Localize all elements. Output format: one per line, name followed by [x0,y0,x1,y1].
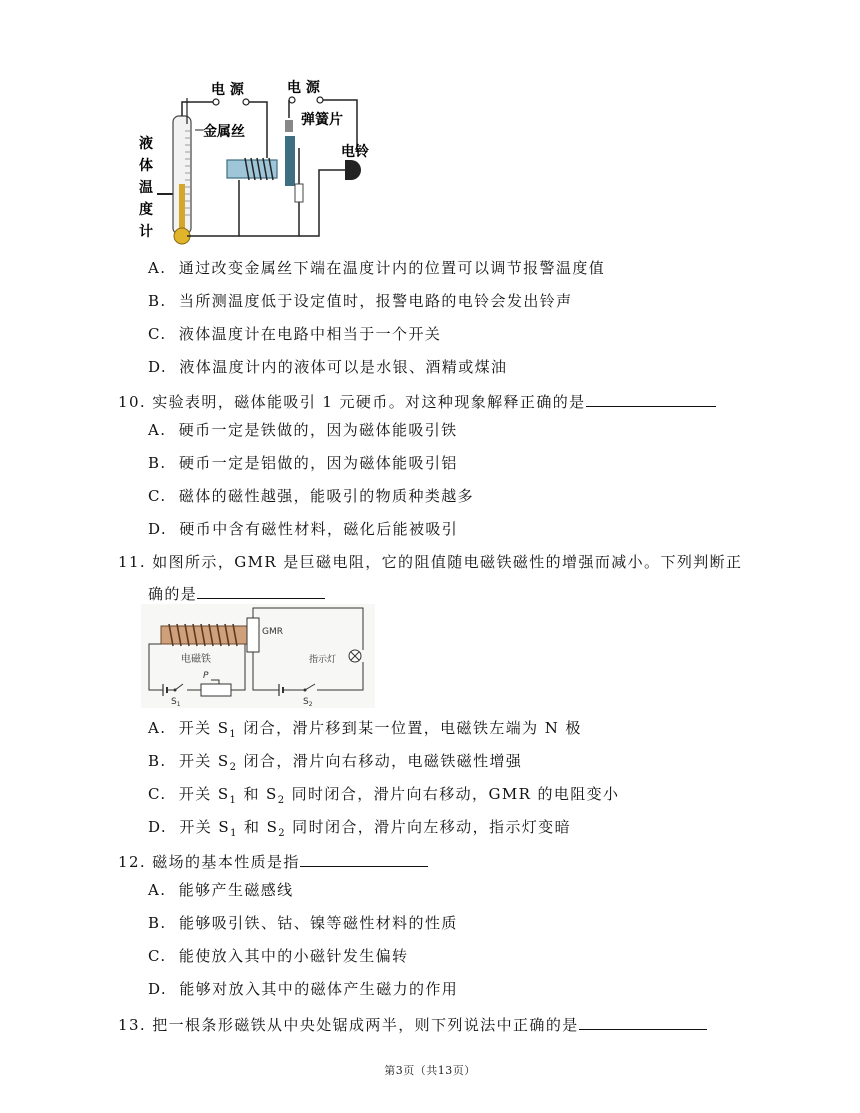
subscript: 1 [230,828,238,839]
answer-blank[interactable] [300,850,428,867]
option-text: 开关 S [178,785,230,803]
spring-label: 弹簧片 [301,112,343,128]
option-text: 硬币中含有磁性材料，磁化后能被吸引 [179,520,459,538]
option-text: 同时闭合，滑片向右移动，GMR 的电阻变小 [285,785,620,803]
power-label-2: 电 源 [287,80,320,96]
rheostat [201,684,231,696]
page-footer: 第3页（共13页） [384,1064,476,1077]
q10-option-b [148,453,458,473]
option-text: 硬币一定是铁做的，因为磁体能吸引铁 [178,421,458,439]
question-number: 10. [118,393,147,411]
option-text: 和 S [237,785,278,803]
option-letter: A. [148,421,167,439]
option-text: 能够吸引铁、钴、镍等磁性材料的性质 [178,914,458,932]
q9-option-c [148,324,441,344]
q11-stem-line1 [118,552,742,572]
option-letter: A. [148,259,167,277]
option-letter: B. [148,292,167,310]
q13-stem [118,1013,707,1035]
option-letter: D. [148,358,168,376]
gmr-resistor [247,618,259,652]
wire-label: 金属丝 [203,124,245,140]
thermometer-label-char: 计 [139,224,153,240]
option-text: 和 S [237,818,279,836]
question-text: 如图所示，GMR 是巨磁电阻，它的阻值随电磁铁磁性的增强而减小。下列判断正 [152,553,743,571]
question-text: 磁场的基本性质是指 [152,853,300,871]
subscript: 2 [277,795,286,806]
q9-option-d [148,357,507,377]
subscript: 2 [229,762,238,773]
gmr-label: GMR [262,627,283,637]
q12-stem [118,850,428,872]
thermometer-label-char: 液 [139,136,153,152]
option-letter: B. [148,914,167,932]
electromagnet-label: 电磁铁 [181,654,211,665]
gmr-circuit-figure [141,604,375,708]
option-letter: A. [148,881,167,899]
option-letter: C. [148,785,167,803]
q12-option-c [148,946,408,966]
option-letter: C. [148,325,167,343]
question-number: 11. [118,553,147,571]
q10-option-d [148,519,458,539]
bell-label: 电铃 [341,144,369,160]
answer-blank[interactable] [579,1013,707,1030]
thermometer-liquid [179,184,185,232]
lamp-label: 指示灯 [309,655,337,665]
q10-option-c [148,486,474,506]
question-text: 把一根条形磁铁从中央处锯成两半，则下列说法中正确的是 [152,1016,579,1034]
q11-option-b [148,751,522,778]
question-number: 12. [118,853,147,871]
option-text: 开关 S [178,752,230,770]
option-text: 开关 S [179,818,231,836]
option-letter: D. [148,520,168,538]
option-text: 通过改变金属丝下端在温度计内的位置可以调节报警温度值 [178,259,606,277]
q9-option-b [148,291,573,311]
q11-stem-line2 [148,582,325,604]
power-label-1: 电 源 [211,82,244,98]
option-letter: D. [148,818,168,836]
option-letter: A. [148,719,167,737]
option-letter: B. [148,454,167,472]
option-text: 能够对放入其中的磁体产生磁力的作用 [179,980,459,998]
option-text: 硬币一定是铝做的，因为磁体能吸引铝 [178,454,458,472]
q12-option-b [148,913,458,933]
q11-option-a [148,718,582,745]
option-text: 闭合，滑片移到某一位置，电磁铁左端为 N 极 [237,719,582,737]
option-letter: C. [148,487,167,505]
thermometer-label-char: 度 [139,202,153,218]
question-number: 13. [118,1016,147,1034]
slider-p-label: P [203,671,209,681]
q10-option-a [148,420,458,440]
answer-blank[interactable] [586,390,716,407]
q12-option-d [148,979,458,999]
option-letter: C. [148,947,167,965]
option-letter: B. [148,752,167,770]
question-text: 确的是 [148,585,198,603]
option-text: 闭合，滑片向右移动，电磁铁磁性增强 [237,752,523,770]
option-text: 能够产生磁感线 [178,881,294,899]
subscript: 1 [229,795,238,806]
option-text: 能使放入其中的小磁针发生偏转 [178,947,409,965]
option-text: 当所测温度低于设定值时，报警电路的电铃会发出铃声 [178,292,573,310]
q9-option-a [148,258,605,278]
option-text: 液体温度计在电路中相当于一个开关 [178,325,442,343]
option-letter: D. [148,980,168,998]
subscript: 2 [278,828,287,839]
subscript: 1 [229,729,238,740]
thermometer-alarm-figure [135,76,375,252]
q12-option-a [148,880,294,900]
q11-option-d [148,817,571,844]
thermometer-label-char: 温 [139,180,153,196]
s2-label: $S_2$ [303,697,313,708]
option-text: 液体温度计内的液体可以是水银、酒精或煤油 [179,358,508,376]
armature [285,136,295,186]
q10-stem [118,390,716,412]
question-text: 实验表明，磁体能吸引 1 元硬币。对这种现象解释正确的是 [152,393,586,411]
option-text: 开关 S [178,719,230,737]
bell-icon [345,160,361,180]
option-text: 磁体的磁性越强，能吸引的物质种类越多 [178,487,475,505]
s1-label: $S_1$ [171,697,181,708]
q11-option-c [148,784,619,811]
answer-blank[interactable] [197,582,325,599]
option-text: 同时闭合，滑片向左移动，指示灯变暗 [286,818,571,836]
thermometer-label-char: 体 [139,158,153,174]
